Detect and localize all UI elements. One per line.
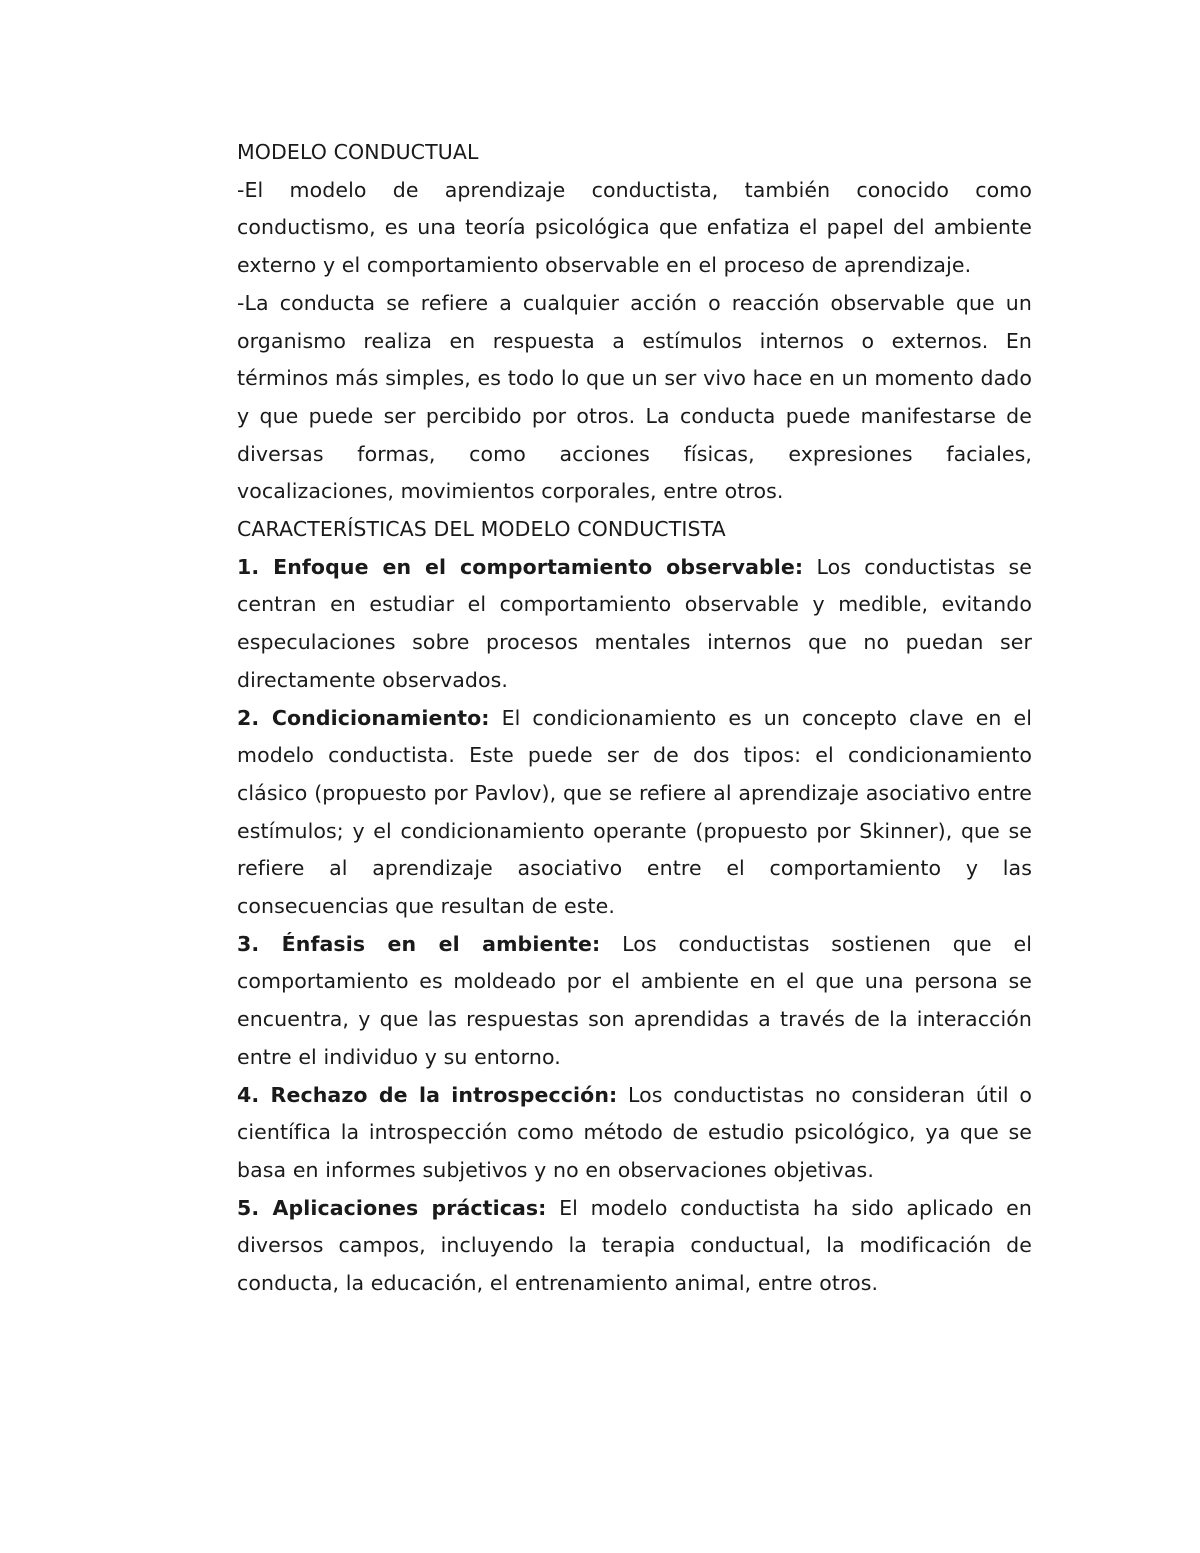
list-item-lead: 4. Rechazo de la introspección: xyxy=(237,1082,618,1107)
list-item-text: Los conductistas se centran en estudiar el comportamiento observable y medible, evitando especulaciones sobre procesos mentales internos que no puedan ser directamente observados. xyxy=(237,554,1033,692)
list-item xyxy=(237,926,1032,1077)
list-item-lead: 5. Aplicaciones prácticas: xyxy=(237,1195,547,1220)
list-item-text: El condicionamiento es un concepto clave en el modelo conductista. Este puede ser de dos tipos: el condicionamiento clásico (propuesto por Pavlov), que se refiere al aprendizaje asociativo entre estímulos; y el condicionamiento operante (propuesto por Skinner), que se refiere al aprendizaje asociativo entre el comportamiento y las consecuencias que resultan de este. xyxy=(237,705,1032,919)
list-item xyxy=(237,1077,1032,1190)
section-heading: CARACTERÍSTICAS DEL MODELO CONDUCTISTA xyxy=(237,517,726,542)
document-page xyxy=(237,134,1032,1303)
list-item xyxy=(237,700,1032,926)
list-item-text: El modelo conductista ha sido aplicado en diversos campos, incluyendo la terapia conductual, la modificación de conducta, la educación, el entrenamiento animal, entre otros. xyxy=(237,1195,1032,1296)
list-item-text: Los conductistas no consideran útil o científica la introspección como método de estudio psicológico, ya que se basa en informes subjetivos y no en observaciones objetivas. xyxy=(237,1082,1032,1182)
document-title: MODELO CONDUCTUAL xyxy=(237,140,479,164)
list-item-lead: 3. Énfasis en el ambiente: xyxy=(237,931,601,956)
list-item xyxy=(237,1190,1032,1303)
list-item-text: Los conductistas sostienen que el comportamiento es moldeado por el ambiente en el que una persona se encuentra, y que las respuestas son aprendidas a través de la interacción entre el individuo y su entorno. xyxy=(237,931,1032,1069)
list-item-lead: 2. Condicionamiento: xyxy=(237,705,490,730)
list-item-lead: 1. Enfoque en el comportamiento observable: xyxy=(237,554,804,579)
intro-paragraph: -El modelo de aprendizaje conductista, también conocido como conductismo, es una teoría psicológica que enfatiza el papel del ambiente externo y el comportamiento observable en el proceso de aprendizaje. xyxy=(237,177,1032,278)
intro-paragraph: -La conducta se refiere a cualquier acción o reacción observable que un organismo realiza en respuesta a estímulos internos o externos. En términos más simples, es todo lo que un ser vivo hace en un momento dado y que puede ser percibido por otros. La conducta puede manifestarse de diversas formas, como acciones físicas, expresiones faciales, vocalizaciones, movimientos corporales, entre otros. xyxy=(237,290,1032,504)
list-item xyxy=(237,549,1032,700)
